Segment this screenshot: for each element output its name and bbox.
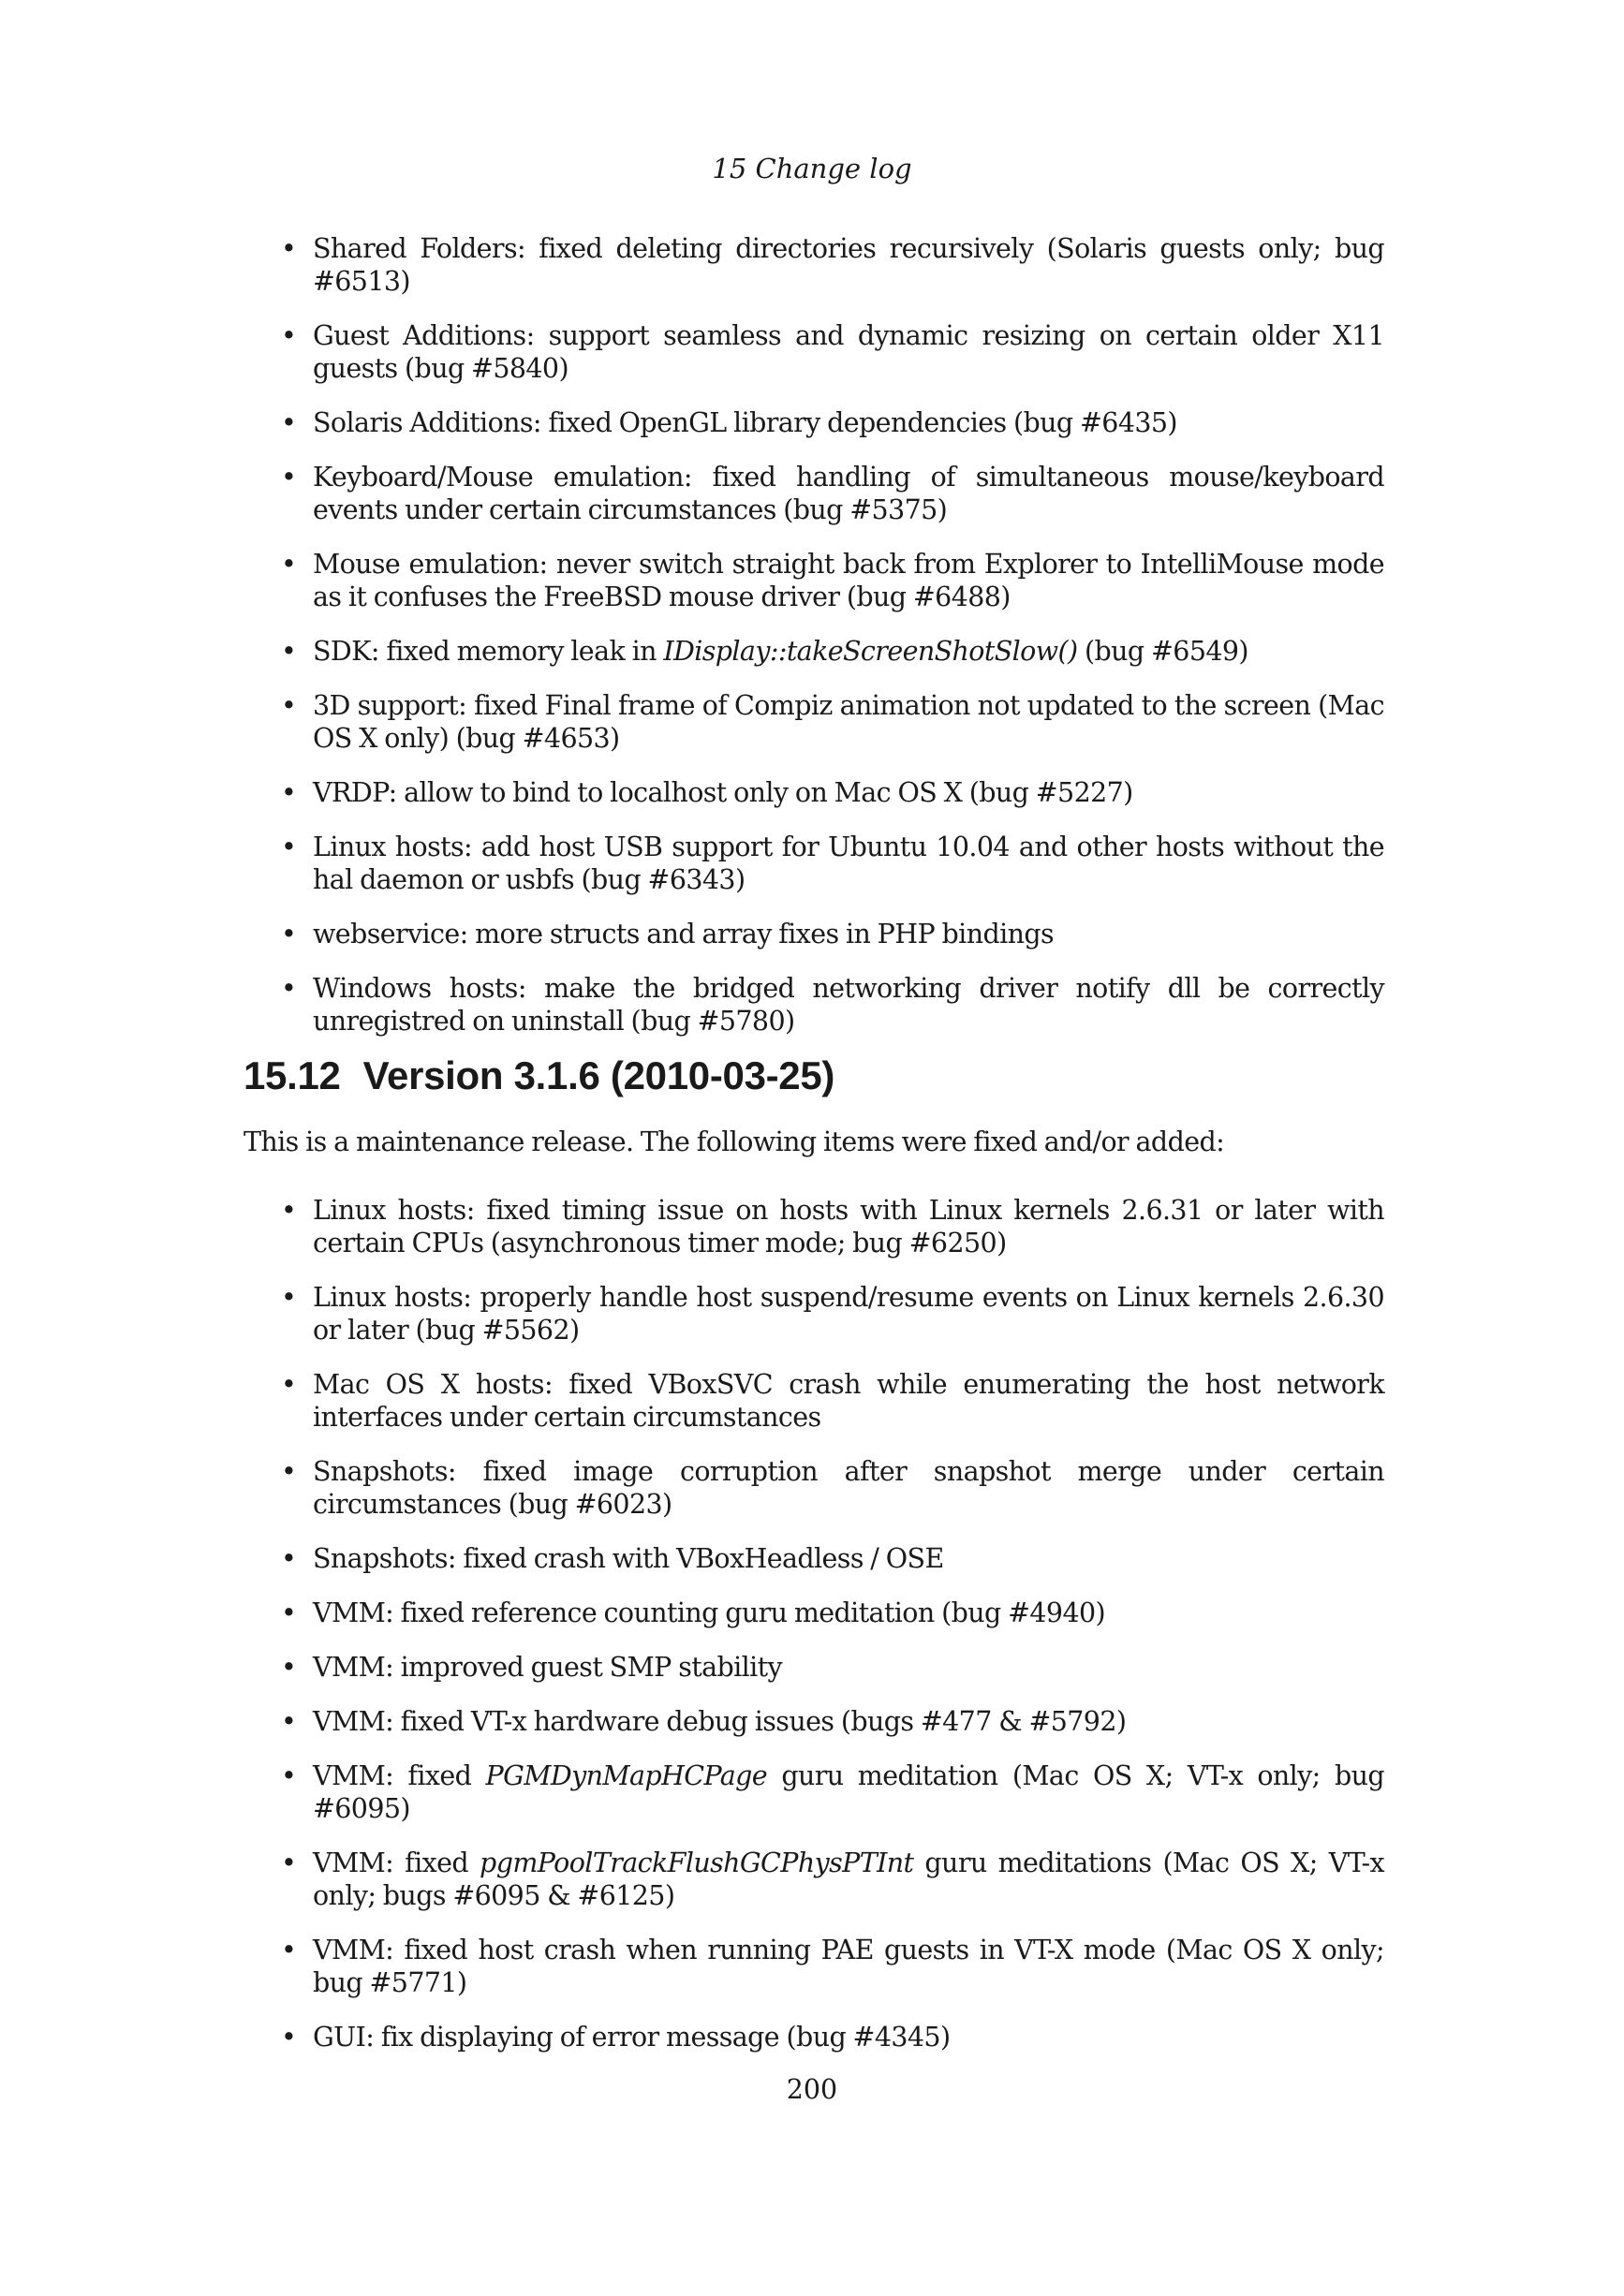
list-item [281, 1651, 1384, 1684]
item-text: VMM: improved guest SMP stability [313, 1652, 783, 1683]
bullet-icon: • [281, 777, 297, 808]
item-text: webservice: more structs and array fixes in PHP bindings [313, 919, 1055, 949]
list-item [281, 972, 1384, 1038]
item-text: VMM: fixed [313, 1760, 486, 1791]
bullet-icon: • [281, 1935, 297, 1965]
section-intro: This is a maintenance release. The following items were fixed and/or added: [244, 1126, 1225, 1157]
bullet-icon: • [281, 1195, 297, 1226]
item-text: Keyboard/Mouse emulation: fixed handling of simultaneous mouse/keyboard events under certain circumstances (bug #5375) [313, 462, 1384, 525]
bullet-icon: • [281, 1706, 297, 1737]
item-text: VMM: fixed reference counting guru meditation (bug #4940) [313, 1597, 1106, 1628]
item-text: guru meditations (Mac OS X; VT-x only; bugs #6095 & #6125) [313, 1847, 1384, 1911]
section-title: Version 3.1.6 (2010-03-25) [362, 1053, 835, 1097]
list-item [281, 776, 1384, 809]
item-text: VMM: fixed [313, 1847, 480, 1878]
list-item [281, 461, 1384, 526]
bullet-icon: • [281, 636, 297, 667]
item-text: Shared Folders: fixed deleting directories recursively (Solaris guests only; bug #6513) [313, 233, 1384, 297]
changelog-list-bottom [281, 1194, 1384, 2075]
bullet-icon: • [281, 2022, 297, 2053]
running-header: 15 Change log [712, 153, 912, 184]
list-item [281, 2021, 1384, 2053]
bullet-icon: • [281, 1543, 297, 1574]
bullet-icon: • [281, 690, 297, 721]
bullet-icon: • [281, 832, 297, 862]
item-text: VMM: fixed host crash when running PAE guests in VT-X mode (Mac OS X only; bug #5771) [313, 1935, 1384, 1998]
item-text: Solaris Additions: fixed OpenGL library dependencies (bug #6435) [313, 407, 1177, 438]
list-item [281, 1194, 1384, 1259]
item-text: VRDP: allow to bind to localhost only on Mac OS X (bug #5227) [313, 777, 1133, 808]
changelog-list-top [281, 232, 1384, 1059]
item-text: GUI: fix displaying of error message (bug #4345) [313, 2022, 951, 2053]
item-text: Guest Additions: support seamless and dynamic resizing on certain older X11 guests (bug #5840) [313, 320, 1384, 384]
item-text: Mouse emulation: never switch straight back from Explorer to IntelliMouse mode as it confuses the FreeBSD mouse driver (bug #6488) [313, 549, 1384, 612]
bullet-icon: • [281, 1652, 297, 1683]
bullet-icon: • [281, 1369, 297, 1400]
list-item [281, 1759, 1384, 1825]
list-item [281, 635, 1384, 668]
item-text: Mac OS X hosts: fixed VBoxSVC crash while enumerating the host network interfaces under certain circumstances [313, 1369, 1384, 1433]
list-item [281, 1455, 1384, 1521]
item-text: VMM: fixed VT-x hardware debug issues (bugs #477 & #5792) [313, 1706, 1127, 1737]
bullet-icon: • [281, 233, 297, 264]
bullet-icon: • [281, 407, 297, 438]
bullet-icon: • [281, 462, 297, 493]
list-item [281, 232, 1384, 298]
bullet-icon: • [281, 1760, 297, 1791]
code-identifier: IDisplay::takeScreenShotSlow() [663, 636, 1078, 667]
list-item [281, 406, 1384, 439]
list-item [281, 689, 1384, 755]
item-text: Snapshots: fixed image corruption after snapshot merge under certain circumstances (bug #6023) [313, 1456, 1384, 1520]
bullet-icon: • [281, 1282, 297, 1313]
item-text: Windows hosts: make the bridged networking driver notify dll be correctly unregistred on uninstall (bug #5780) [313, 973, 1384, 1037]
bullet-icon: • [281, 1456, 297, 1487]
item-text: (bug #6549) [1077, 636, 1248, 667]
page-number: 200 [786, 2074, 838, 2105]
list-item [281, 1597, 1384, 1629]
list-item [281, 831, 1384, 896]
list-item [281, 1542, 1384, 1575]
item-text: Linux hosts: add host USB support for Ubuntu 10.04 and other hosts without the hal daemon or usbfs (bug #6343) [313, 832, 1384, 895]
item-text: 3D support: fixed Final frame of Compiz animation not updated to the screen (Mac OS X only) (bug #4653) [313, 690, 1384, 754]
bullet-icon: • [281, 1597, 297, 1628]
section-number: 15.12 [244, 1053, 341, 1097]
bullet-icon: • [281, 973, 297, 1004]
bullet-icon: • [281, 549, 297, 580]
list-item [281, 1934, 1384, 1999]
item-text: Linux hosts: fixed timing issue on hosts with Linux kernels 2.6.31 or later with certain CPUs (asynchronous timer mode; bug #6250) [313, 1195, 1384, 1258]
item-text: Snapshots: fixed crash with VBoxHeadless / OSE [313, 1543, 944, 1574]
bullet-icon: • [281, 320, 297, 351]
item-text: SDK: fixed memory leak in [313, 636, 664, 667]
list-item [281, 548, 1384, 613]
item-text: Linux hosts: properly handle host suspend/resume events on Linux kernels 2.6.30 or later (bug #5562) [313, 1282, 1384, 1346]
bullet-icon: • [281, 919, 297, 949]
code-identifier: pgmPoolTrackFlushGCPhysPTInt [480, 1847, 914, 1878]
code-identifier: PGMDynMapHCPage [485, 1760, 768, 1791]
list-item [281, 1705, 1384, 1738]
list-item [281, 918, 1384, 950]
section-heading [244, 1053, 834, 1098]
list-item [281, 319, 1384, 385]
list-item [281, 1368, 1384, 1434]
item-text: guru meditation (Mac OS X; VT-x only; bug #6095) [313, 1760, 1384, 1824]
bullet-icon: • [281, 1847, 297, 1878]
list-item [281, 1281, 1384, 1347]
list-item [281, 1847, 1384, 1912]
